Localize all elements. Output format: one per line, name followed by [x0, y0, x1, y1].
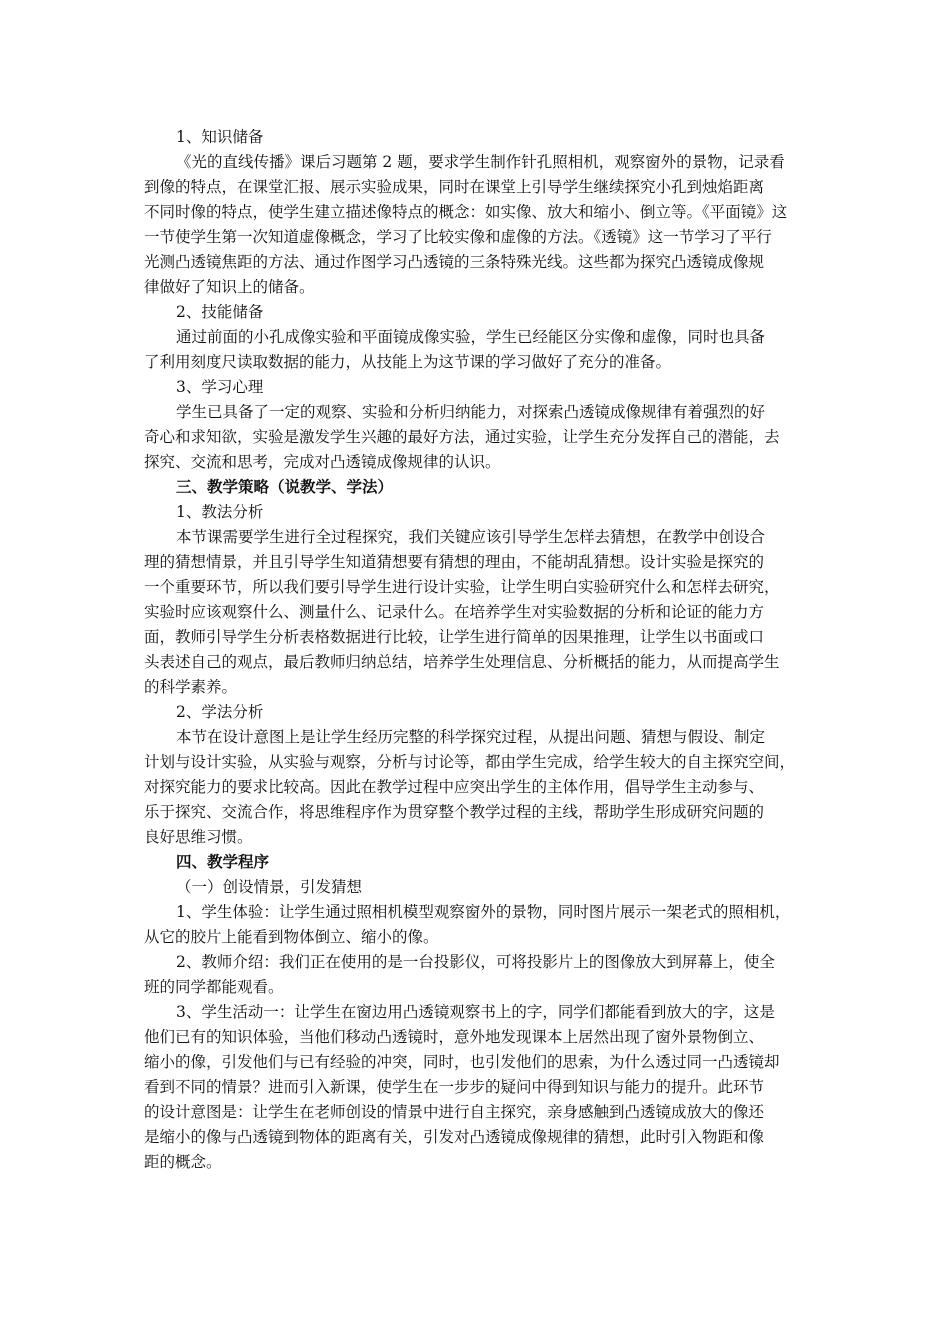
paragraph-line: 是缩小的像与凸透镜到物体的距离有关，引发对凸透镜成像规律的猜想，此时引入物距和像 [144, 1128, 765, 1146]
paragraph-line: 3、学生活动一：让学生在窗边用凸透镜观察书上的字，同学们都能看到放大的字，这是 [176, 1003, 775, 1021]
paragraph-line: 看到不同的情景？进而引入新课，使学生在一步步的疑问中得到知识与能力的提升。此环节 [144, 1078, 765, 1096]
paragraph-line: 学生已具备了一定的观察、实验和分析归纳能力，对探索凸透镜成像规律有着强烈的好 [176, 403, 766, 421]
paragraph-line: 一节使学生第一次知道虚像概念，学习了比较实像和虚像的方法。《透镜》这一节学习了平行 [144, 228, 772, 246]
paragraph-line: 的设计意图是：让学生在老师创设的情景中进行自主探究，亲身感触到凸透镜成放大的像还 [144, 1103, 765, 1121]
paragraph-line: 探究、交流和思考，完成对凸透镜成像规律的认识。 [144, 453, 501, 471]
paragraph-line: 理的猜想情景，并且引导学生知道猜想要有猜想的理由，不能胡乱猜想。设计实验是探究的 [144, 553, 765, 571]
paragraph-line: 面，教师引导学生分析表格数据进行比较，让学生进行简单的因果推理，让学生以书面或口 [144, 628, 765, 646]
subsection-title-learning-method: 2、学法分析 [176, 703, 264, 721]
paragraph-line: 的科学素养。 [144, 678, 238, 696]
paragraph-line: 对探究能力的要求比较高。因此在教学过程中应突出学生的主体作用，倡导学生主动参与、 [144, 778, 765, 796]
paragraph-line: 一个重要环节，所以我们要引导学生进行设计实验，让学生明白实验研究什么和怎样去研究， [144, 578, 780, 596]
subsection-title-psychology: 3、学习心理 [176, 378, 264, 396]
paragraph-line: 不同时像的特点，使学生建立描述像特点的概念：如实像、放大和缩小、倒立等。《平面镜》这 [144, 203, 788, 221]
paragraph-line: 1、学生体验：让学生通过照相机模型观察窗外的景物，同时图片展示一架老式的照相机， [176, 903, 791, 921]
subsection-title-skills: 2、技能储备 [176, 303, 264, 321]
paragraph-line: 距的概念。 [144, 1153, 222, 1171]
paragraph-line: 光测凸透镜焦距的方法、通过作图学习凸透镜的三条特殊光线。这些都为探究凸透镜成像规 [144, 253, 765, 271]
paragraph-line: 《光的直线传播》课后习题第 2 题，要求学生制作针孔照相机，观察窗外的景物，记录看 [176, 153, 785, 171]
paragraph-line: 缩小的像，引发他们与已有经验的冲突，同时，也引发他们的思索，为什么透过同一凸透镜却 [144, 1053, 780, 1071]
paragraph-line: 他们已有的知识体验，当他们移动凸透镜时，意外地发现课本上居然出现了窗外景物倒立、 [144, 1028, 765, 1046]
paragraph-line: 到像的特点，在课堂汇报、展示实验成果，同时在课堂上引导学生继续探究小孔到烛焰距离 [144, 178, 765, 196]
paragraph-line: 从它的胶片上能看到物体倒立、缩小的像。 [144, 928, 439, 946]
paragraph-line: 奇心和求知欲，实验是激发学生兴趣的最好方法，通过实验，让学生充分发挥自己的潜能，去 [144, 428, 780, 446]
paragraph-line: 乐于探究、交流合作，将思维程序作为贯穿整个教学过程的主线，帮助学生形成研究问题的 [144, 803, 765, 821]
subsection-title-teaching-method: 1、教法分析 [176, 503, 264, 521]
paragraph-line: 实验时应该观察什么、测量什么、记录什么。在培养学生对实验数据的分析和论证的能力方 [144, 603, 765, 621]
paragraph-line: 良好思维习惯。 [144, 828, 253, 846]
paragraph-line: 律做好了知识上的储备。 [144, 278, 315, 296]
paragraph-line: 了利用刻度尺读取数据的能力，从技能上为这节课的学习做好了充分的准备。 [144, 353, 672, 371]
paragraph-line: 2、教师介绍：我们正在使用的是一台投影仪，可将投影片上的图像放大到屏幕上，使全 [176, 953, 775, 971]
section-heading-procedure: 四、教学程序 [176, 852, 270, 871]
section-heading-strategy: 三、教学策略（说教学、学法） [176, 477, 394, 496]
paragraph-line: 计划与设计实验，从实验与观察，分析与讨论等，都由学生完成，给学生较大的自主探究空间， [144, 753, 796, 771]
paragraph-line: 本节课需要学生进行全过程探究，我们关键应该引导学生怎样去猜想，在教学中创设合 [176, 528, 766, 546]
paragraph-line: 通过前面的小孔成像实验和平面镜成像实验，学生已经能区分实像和虚像，同时也具备 [176, 328, 766, 346]
subsection-title-knowledge: 1、知识储备 [176, 128, 264, 146]
paragraph-line: 本节在设计意图上是让学生经历完整的科学探究过程，从提出问题、猜想与假设、制定 [176, 728, 766, 746]
paragraph-line: 班的同学都能观看。 [144, 978, 284, 996]
subsection-title-scenario: （一）创设情景，引发猜想 [176, 878, 363, 896]
paragraph-line: 头表述自己的观点，最后教师归纳总结，培养学生处理信息、分析概括的能力，从而提高学生 [144, 653, 780, 671]
